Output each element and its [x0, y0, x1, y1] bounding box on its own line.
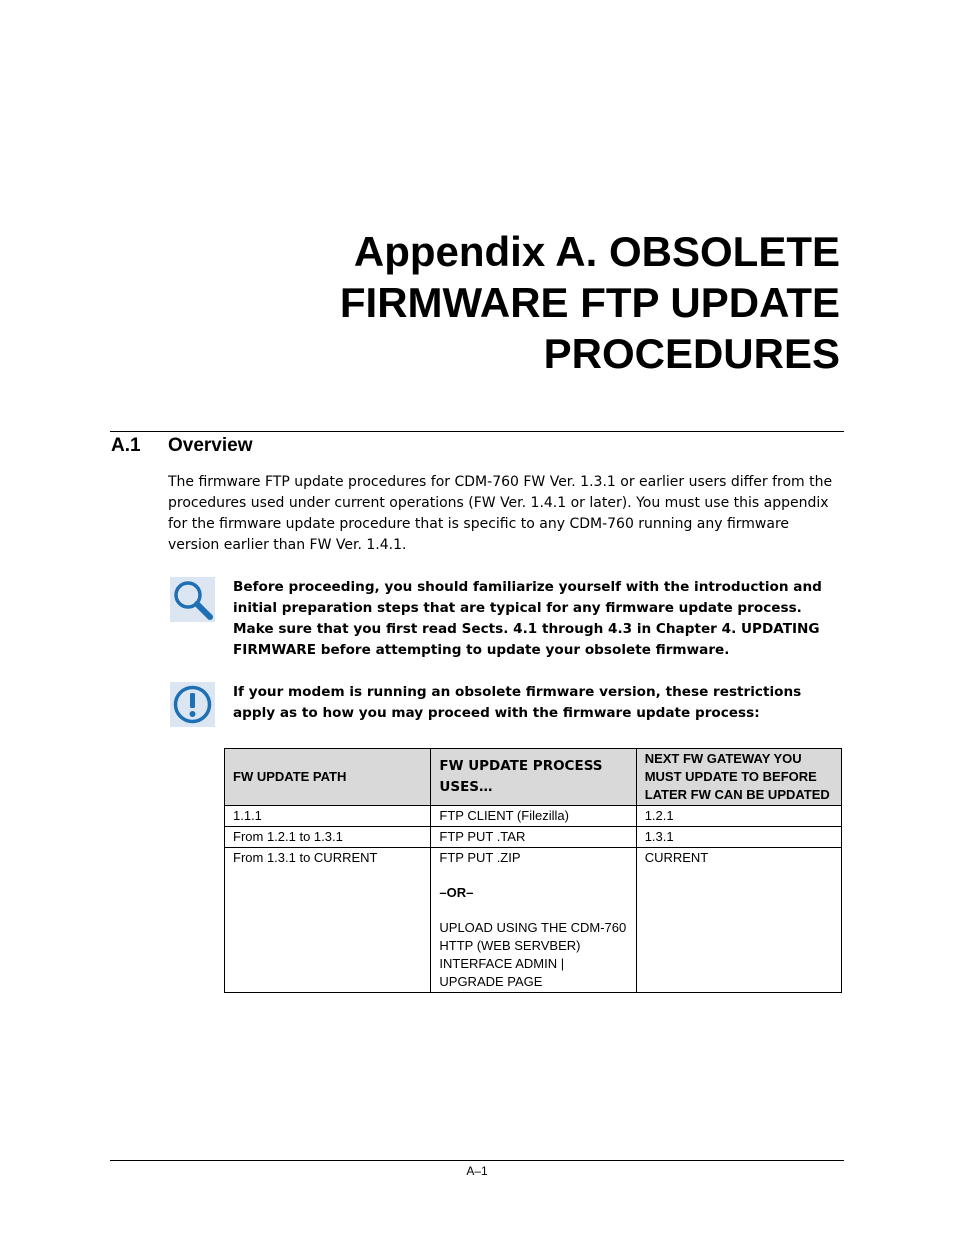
process-or: –OR–	[439, 885, 474, 900]
process-zip: FTP PUT .ZIP	[439, 850, 521, 865]
exclamation-icon	[170, 682, 215, 727]
section-divider	[110, 431, 844, 432]
note-restrictions: If your modem is running an obsolete firmware version, these restrictions apply as to how you may proceed with the firmware update process:	[233, 684, 802, 721]
cell-path: From 1.3.1 to CURRENT	[225, 848, 431, 993]
firmware-update-path-table	[224, 748, 842, 993]
table-row	[225, 827, 842, 848]
header-next-fw-gateway: NEXT FW GATEWAY YOU MUST UPDATE TO BEFORE LATER FW CAN BE UPDATED	[636, 749, 841, 806]
section-number: A.1	[111, 435, 141, 456]
table-row	[225, 806, 842, 827]
footer-divider	[110, 1160, 844, 1161]
title-line-1: Appendix A. OBSOLETE	[353, 228, 840, 275]
cell-gateway: 1.3.1	[636, 827, 841, 848]
note-familiarize: Before proceeding, you should familiarize yourself with the introduction and initial preparation steps that are typical for any firmware update process. Make sure that you first read Sects. 4.1 through 4.3 in Chapter 4. UPDATING FIRMWARE before attempting to update your obsolete firmware.	[233, 579, 822, 658]
process-web-upload: UPLOAD USING THE CDM-760 HTTP (WEB SERVBER) INTERFACE ADMIN | UPGRADE PAGE	[439, 920, 627, 989]
cell-path: 1.1.1	[225, 806, 431, 827]
cell-path: From 1.2.1 to 1.3.1	[225, 827, 431, 848]
header-fw-update-process: FW UPDATE PROCESS USES…	[431, 749, 636, 806]
section-title: Overview	[168, 435, 253, 456]
table-row	[225, 848, 842, 993]
magnifier-icon	[170, 577, 215, 622]
cell-gateway: CURRENT	[636, 848, 841, 993]
intro-paragraph: The firmware FTP update procedures for CDM-760 FW Ver. 1.3.1 or earlier users differ from the procedures used under current operations (FW Ver. 1.4.1 or later). You must use this appendix for the firmware update procedure that is specific to any CDM-760 running any firmware version earlier than FW Ver. 1.4.1.	[168, 474, 833, 553]
table-header-row	[225, 749, 842, 806]
title-line-3: PROCEDURES	[543, 330, 840, 377]
page-title	[200, 226, 840, 379]
cell-gateway: 1.2.1	[636, 806, 841, 827]
title-line-2: FIRMWARE FTP UPDATE	[339, 279, 840, 326]
cell-process: FTP CLIENT (Filezilla)	[431, 806, 636, 827]
cell-process	[431, 848, 636, 993]
cell-process: FTP PUT .TAR	[431, 827, 636, 848]
page-number: A–1	[466, 1164, 488, 1178]
header-fw-update-path: FW UPDATE PATH	[225, 749, 431, 806]
